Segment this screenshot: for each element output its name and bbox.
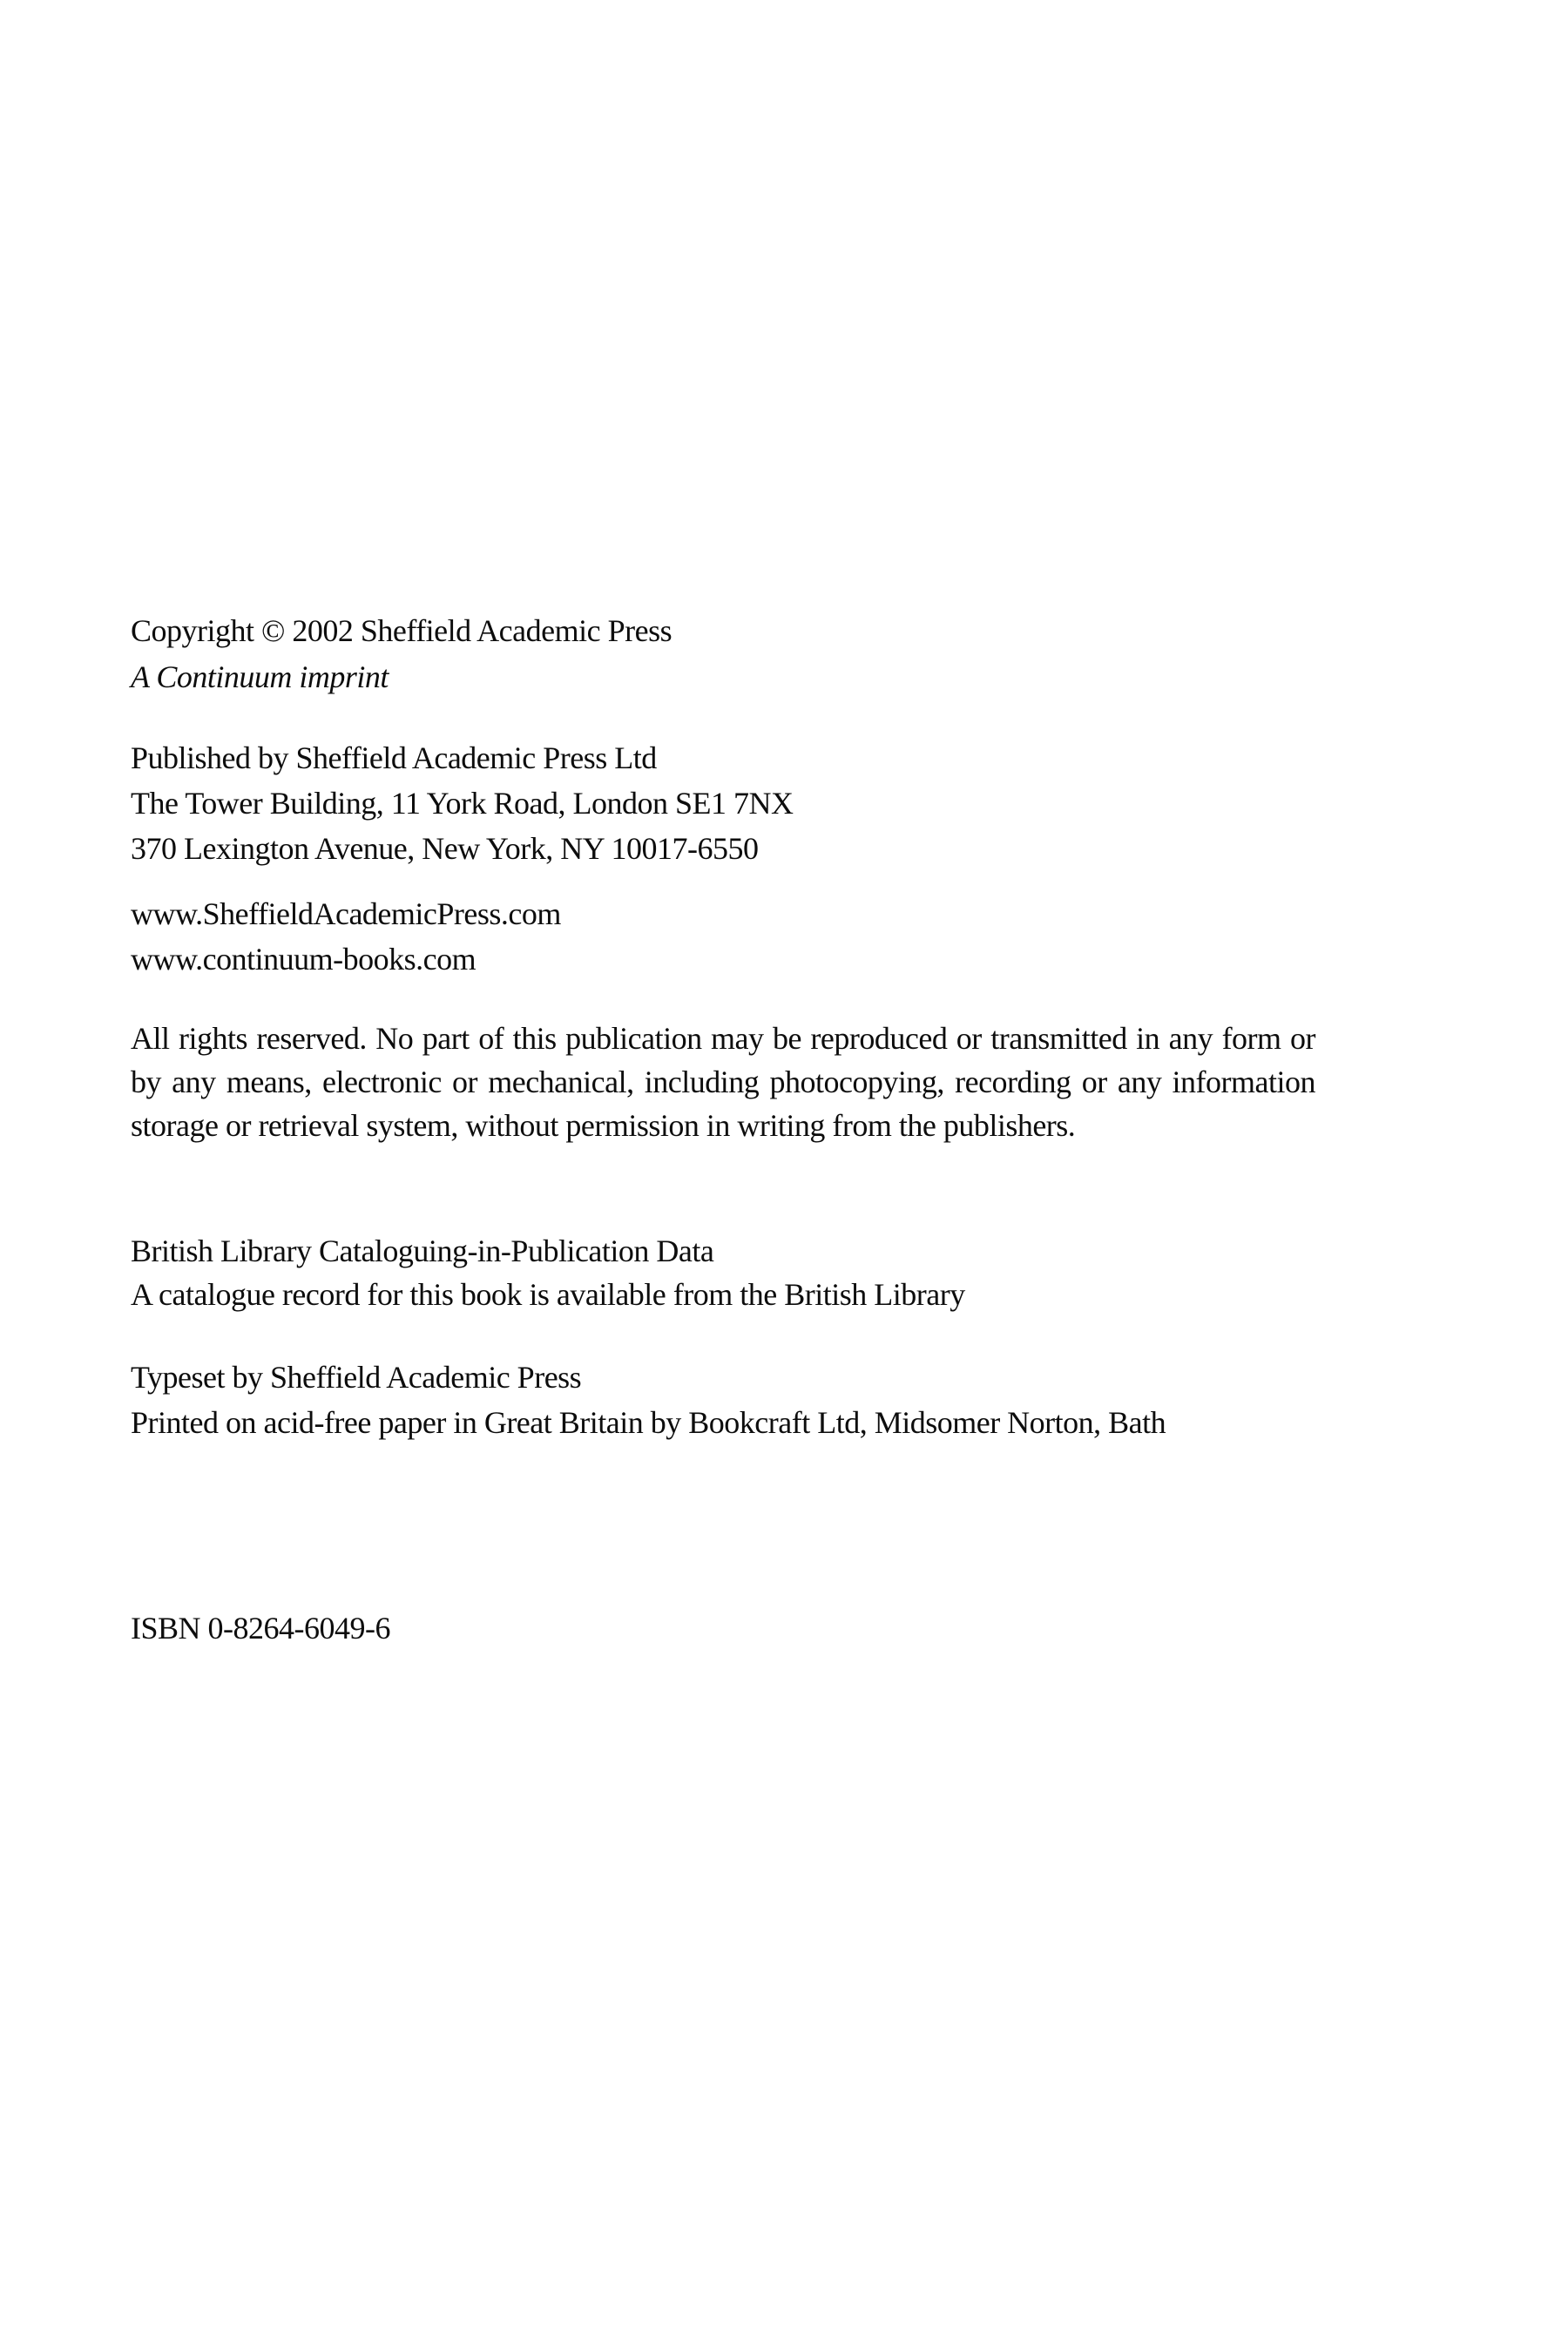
isbn-number: ISBN 0-8264-6049-6 <box>131 1611 390 1646</box>
publisher-address-newyork: 370 Lexington Avenue, New York, NY 10017-6550 <box>131 831 759 866</box>
printing-note: Printed on acid-free paper in Great Britain by Bookcraft Ltd, Midsomer Norton, Bath <box>131 1405 1166 1440</box>
website-block <box>131 891 561 982</box>
copyright-line: Copyright © 2002 Sheffield Academic Press <box>131 613 672 648</box>
website-url-continuum: www.continuum-books.com <box>131 942 476 977</box>
cip-block <box>131 1229 965 1316</box>
cip-heading: British Library Cataloguing-in-Publication Data <box>131 1233 714 1268</box>
website-url-sheffield: www.SheffieldAcademicPress.com <box>131 896 561 931</box>
cip-availability: A catalogue record for this book is available from the British Library <box>131 1277 965 1312</box>
publisher-name-line: Published by Sheffield Academic Press Ltd <box>131 740 657 775</box>
rights-notice: All rights reserved. No part of this publication may be reproduced or transmitted in any form or by any means, electronic or mechanical, including photocopying, recording or any information storage or retrieval system, without permission in writing from the publishers. <box>131 1021 1315 1143</box>
production-block <box>131 1355 1166 1445</box>
copyright-block <box>131 608 672 700</box>
publisher-block <box>131 735 793 871</box>
isbn-block <box>131 1605 390 1651</box>
typeset-note: Typeset by Sheffield Academic Press <box>131 1360 582 1395</box>
imprint-note: A Continuum imprint <box>131 659 389 694</box>
publisher-address-london: The Tower Building, 11 York Road, London SE1 7NX <box>131 786 794 821</box>
